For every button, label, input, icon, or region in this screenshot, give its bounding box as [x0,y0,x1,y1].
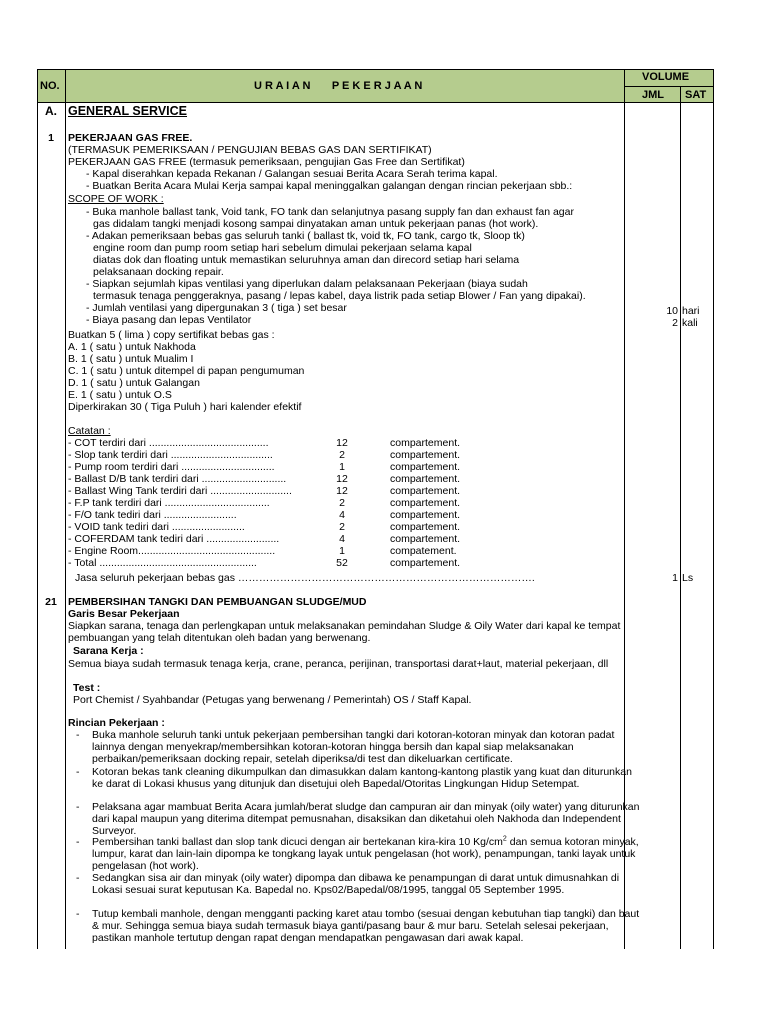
item1-title: PEKERJAAN GAS FREE. [68,132,193,144]
scope-line: - Buka manhole ballast tank, Void tank, FO tank dan selanjutnya pasang supply fan dan exhaust fan agar [86,206,574,218]
item21-no: 21 [45,596,57,608]
catatan-qty: 52 [336,557,348,569]
jasa-sat: Ls [682,572,694,584]
catatan-qty: 4 [339,509,345,521]
catatan-label: Catatan : [68,425,111,437]
rincian-bullet: - [76,766,80,778]
scope-line: - Jumlah ventilasi yang dipergunakan 3 ( tiga ) set besar [86,302,347,314]
rincian-line: Sedangkan sisa air dan minyak (oily water) dipompa dan dibawa ke penampungan di darat untuk dimusnahkan di [92,872,620,884]
rincian-line: lainnya dengan menyekrap/membersihkan kotoran-kotoran hingga bersih dan kapal siap melaksanakan [92,741,574,753]
catatan-qty: 1 [339,461,345,473]
catatan-label-cell: - Pump room terdiri dari ................................ [68,461,275,473]
catatan-unit: compartement. [390,461,461,473]
scope-line: - Siapkan sejumlah kipas ventilasi yang diperlukan dalam pelaksanaan Pekerjaan (biaya sudah [86,278,528,290]
rincian-bullet: - [76,801,80,813]
rincian-line: lumpur, karat dan lain-lain dipompa ke tongkang layak untuk pengelasan (hot work), penampungan, tanki layak untuk [92,848,636,860]
catatan-unit: compartement. [390,521,461,533]
rincian-line: ke darat di Lokasi khusus yang ditunjuk dan disetujui oleh Bapedal/Otoritas Lingkungan Hidup Setempat. [92,778,580,790]
rincian-line: dari kapal maupun yang diterima ditempat pemusnahan, disaksikan dan diketahui oleh Nakhoda dan Independent [92,813,621,825]
certificate-line: Diperkirakan 30 ( Tiga Puluh ) hari kalender efektif [68,401,302,413]
garis-label: Garis Besar Pekerjaan [68,608,180,620]
rincian-line: pastikan manhole tertutup dengan rapat dengan mendapatkan pengawasan dari awak kapal. [92,932,524,944]
catatan-unit: compartement. [390,533,461,545]
biaya-sat: kali [682,317,698,329]
rincian-bullet: - [76,836,80,848]
catatan-qty: 12 [336,437,348,449]
rincian-line: Surveyor. [92,825,137,837]
test-label: Test : [73,682,101,694]
rincian-line: Pelaksana agar mambuat Berita Acara jumlah/berat sludge dan campuran air dan minyak (oily water) yang diturunkan [92,801,640,813]
rincian-line: Lokasi sesuai surat keputusan Ka. Bapedal no. Kps02/Bapedal/08/1995, tanggal 05 September 1995. [92,884,565,896]
catatan-unit: compartement. [390,497,461,509]
catatan-label-cell: - Ballast Wing Tank terdiri dari ............................ [68,485,292,497]
vent-sat: hari [682,305,700,317]
catatan-unit: compartement. [390,509,461,521]
item21-title: PEMBERSIHAN TANGKI DAN PEMBUANGAN SLUDGE/MUD [68,596,367,608]
catatan-unit: compartement. [390,485,461,497]
catatan-label-cell: - F.P tank terdiri dari .................................... [68,497,270,509]
catatan-unit: compartement. [390,557,461,569]
catatan-label-cell: - F/O tank tediri dari ......................... [68,509,237,521]
rincian-line: Tutup kembali manhole, dengan mengganti packing karet atau tombo (sesuai dengan kebutuhan tiap tangki) dan baut [92,908,640,920]
rincian-bullet: - [76,872,80,884]
header-jml: JML [642,89,664,101]
certificate-line: E. 1 ( satu ) untuk O.S [68,389,172,401]
biaya-jml: 2 [672,317,678,329]
catatan-qty: 1 [339,545,345,557]
scope-line: gas didalam tangki menjadi kosong sampai dinyatakan aman untuk pekerjaan panas (hot work). [93,218,539,230]
catatan-label-cell: - VOID tank tediri dari ......................... [68,521,245,533]
catatan-label-cell: - Ballast D/B tank terdiri dari ............................. [68,473,287,485]
catatan-label-cell: - Engine Room............................................... [68,545,276,557]
rincian-line: Buka manhole seluruh tanki untuk pekerjaan pembersihan tangki dari kotoran-kotoran minyak dan kotoran padat [92,729,615,741]
catatan-label-cell: - Slop tank terdiri dari ................................... [68,449,273,461]
catatan-label-cell: - Total ...................................................... [68,557,257,569]
rincian-line: pengelasan (hot work). [92,860,199,872]
certificate-line: Buatkan 5 ( lima ) copy sertifikat bebas gas : [68,329,275,341]
vent-jml: 10 [666,305,678,317]
rincian-line: & mur. Sehingga semua biaya sudah termasuk biaya ganti/pasang baur & mur baru. Setelah selesai pekerjaan, [92,920,609,932]
superscript: 2 [502,835,507,843]
item1-intro-line: - Kapal diserahkan kepada Rekanan / Galangan sesuai Berita Acara Serah terima kapal. [86,168,498,180]
test-text: Port Chemist / Syahbandar (Petugas yang berwenang / Pemerintah) OS / Staff Kapal. [73,694,472,706]
header-volume: VOLUME [642,71,690,83]
rincian-line: Kotoran bekas tank cleaning dikumpulkan dan dimasukkan dalam kantong-kantong plastik yang kuat dan diturunkan [92,766,632,778]
jasa-jml: 1 [672,572,678,584]
header-no: NO. [40,80,60,92]
catatan-qty: 2 [339,521,345,533]
certificate-line: B. 1 ( satu ) untuk Mualim I [68,353,194,365]
catatan-label-cell: - COFERDAM tank tediri dari ......................... [68,533,280,545]
scope-line: engine room dan pump room setiap hari sebelum dimulai pekerjaan selama kapal [93,242,472,254]
catatan-unit: compartement. [390,473,461,485]
garis-line-2: pembuangan yang telah ditentukan oleh badan yang berwenang. [68,632,371,644]
rincian-line: perbaikan/pemeriksaan docking repair, setelah diperiksa/di test dan dikeluarkan certificate. [92,753,513,765]
catatan-unit: compartement. [390,437,461,449]
item1-intro-line: PEKERJAAN GAS FREE (termasuk pemeriksaan, pengujian Gas Free dan Sertifikat) [68,156,465,168]
catatan-unit: compartement. [390,449,461,461]
scope-line: pelaksanaan docking repair. [93,266,224,278]
rincian-bullet: - [76,908,80,920]
section-a-no: A. [45,104,57,118]
certificate-line: D. 1 ( satu ) untuk Galangan [68,377,200,389]
sarana-text: Semua biaya sudah termasuk tenaga kerja, crane, peranca, perijinan, transportasi darat+laut, material pekerjaan, dll [68,658,609,670]
item1-intro-line: - Buatkan Berita Acara Mulai Kerja sampai kapal meninggalkan galangan dengan rincian pekerjaan sbb.: [86,180,573,192]
garis-line-1: Siapkan sarana, tenaga dan perlengkapan untuk melaksanakan pemindahan Sludge & Oily Water dari kapal ke tempat [68,620,621,632]
catatan-unit: compatement. [390,545,457,557]
jasa-line: Jasa seluruh pekerjaan bebas gas …………………………………………………………………………. [75,572,535,584]
item1-no: 1 [48,132,54,144]
item1-intro-line: (TERMASUK PEMERIKSAAN / PENGUJIAN BEBAS GAS DAN SERTIFIKAT) [68,144,432,156]
scope-line: - Adakan pemeriksaan bebas gas seluruh tanki ( ballast tk, void tk, FO tank, cargo tk, Sloop tk) [86,230,525,242]
header-uraian: U R A I A N P E K E R J A A N [254,80,423,92]
sarana-label: Sarana Kerja : [73,645,144,657]
catatan-label-cell: - COT terdiri dari ......................................... [68,437,269,449]
rincian-line: Pembersihan tanki ballast dan slop tank dicuci dengan air bertekanan kira-kira 10 $Kg/cm^2$ dan semua kotoran minyak, [92,835,639,848]
certificate-line: C. 1 ( satu ) untuk ditempel di papan pengumuman [68,365,305,377]
catatan-qty: 2 [339,449,345,461]
scope-line: termasuk tenaga penggeraknya, pasang / lepas kabel, daya listrik pada setiap Blower / Fan yang dipakai). [93,290,586,302]
catatan-qty: 12 [336,473,348,485]
catatan-qty: 12 [336,485,348,497]
catatan-qty: 4 [339,533,345,545]
rincian-label: Rincian Pekerjaan : [68,717,165,729]
rincian-bullet: - [76,729,80,741]
scope-line: diatas dok dan floating untuk memastikan seluruhnya aman dan direcord setiap hari selama [93,254,520,266]
section-a-title: GENERAL SERVICE [68,104,188,118]
header-sat: SAT [685,89,707,101]
scope-line: - Biaya pasang dan lepas Ventilator [86,314,252,326]
catatan-qty: 2 [339,497,345,509]
certificate-line: A. 1 ( satu ) untuk Nakhoda [68,341,196,353]
item1-scope-label: SCOPE OF WORK : [68,193,164,205]
